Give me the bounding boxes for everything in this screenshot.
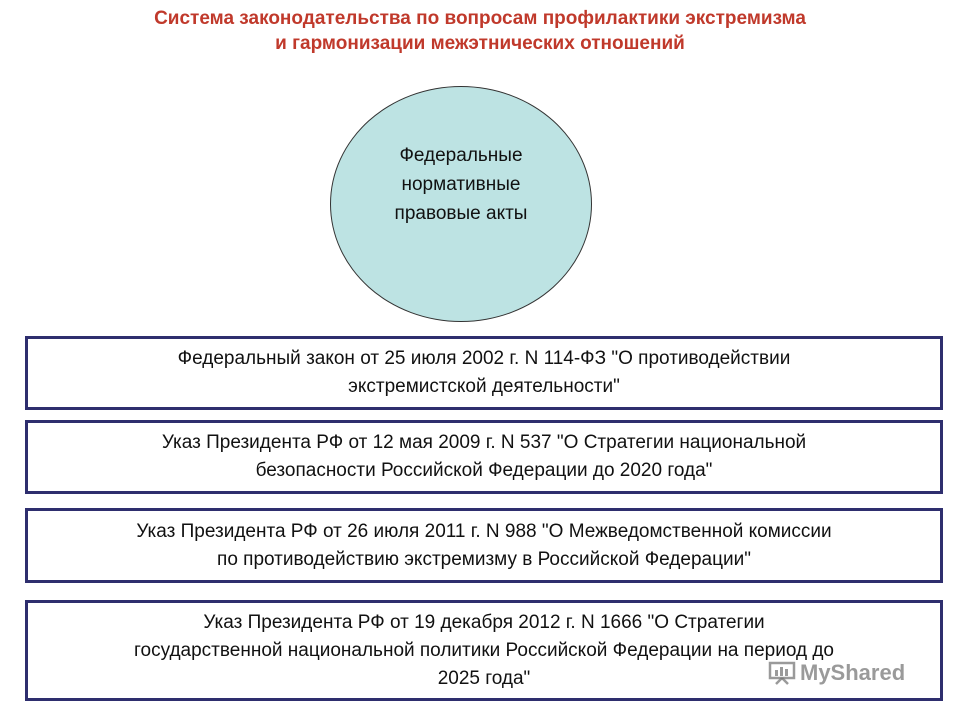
page-title xyxy=(0,6,960,56)
presentation-board-icon xyxy=(768,661,796,685)
circle-label-line-1: Федеральные xyxy=(399,145,523,166)
act-text-line: государственной национальной политики Российской Федерации на период до xyxy=(134,639,834,661)
watermark xyxy=(768,660,905,686)
act-text-line: Федеральный закон от 25 июля 2002 г. N 114-ФЗ "О противодействии xyxy=(177,348,791,369)
act-text-line: безопасности Российской Федерации до 2020 года" xyxy=(255,460,713,481)
circle-label-line-2: нормативные xyxy=(401,174,521,195)
act-text-line: Указ Президента РФ от 26 июля 2011 г. N 988 "О Межведомственной комиссии xyxy=(136,520,832,542)
circle-label xyxy=(395,141,528,228)
act-text-line: 2025 года" xyxy=(437,667,531,689)
act-text xyxy=(136,518,831,574)
act-text-line: Указ Президента РФ от 12 мая 2009 г. N 537 "О Стратегии национальной xyxy=(161,432,807,453)
act-text xyxy=(178,345,791,401)
title-line-1: Система законодательства по вопросам профилактики экстремизма xyxy=(154,8,806,29)
title-line-2: и гармонизации межэтнических отношений xyxy=(275,33,685,54)
act-text-line: Указ Президента РФ от 19 декабря 2012 г. N 1666 "О Стратегии xyxy=(203,611,765,633)
act-box-decree-537 xyxy=(25,420,943,494)
act-box-federal-law-114 xyxy=(25,336,943,410)
act-text xyxy=(162,429,806,485)
act-text-line: экстремистской деятельности" xyxy=(348,376,620,397)
act-box-decree-988 xyxy=(25,508,943,583)
circle-label-line-3: правовые акты xyxy=(394,203,528,224)
federal-acts-circle xyxy=(330,86,592,322)
watermark-text: MyShared xyxy=(800,660,906,685)
act-text xyxy=(134,609,834,693)
act-text-line: по противодействию экстремизму в Российской Федерации" xyxy=(217,548,751,570)
